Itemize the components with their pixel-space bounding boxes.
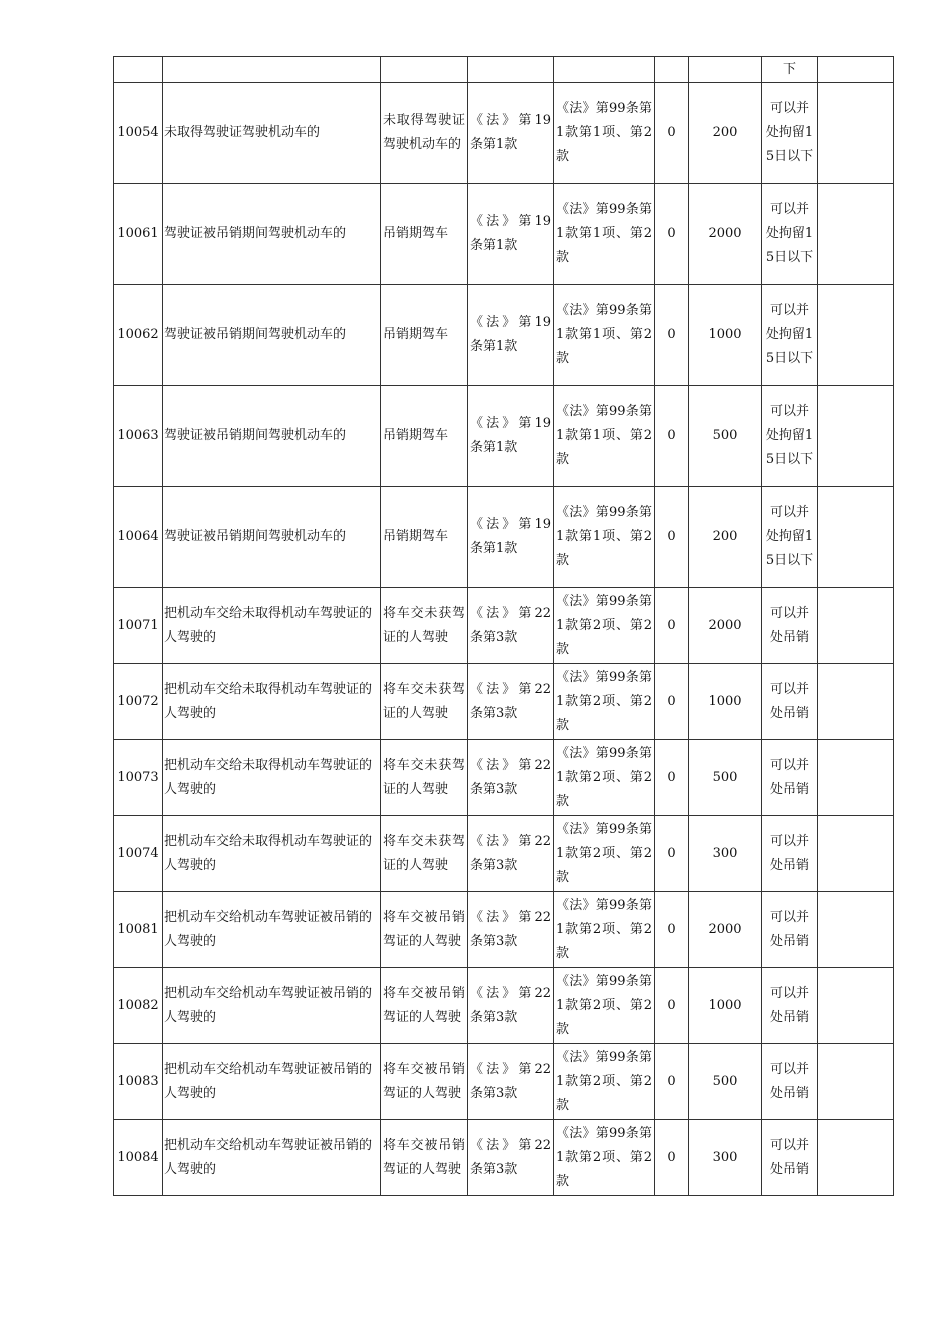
cell-legal-basis: 《法》第22条第3款 <box>468 1044 554 1120</box>
fragment-cell-points <box>655 57 689 83</box>
cell-description: 把机动车交给未取得机动车驾驶证的人驾驶的 <box>163 664 381 740</box>
cell-short-description: 将车交被吊销驾证的人驾驶 <box>381 968 468 1044</box>
table-row <box>114 740 894 816</box>
cell-other-penalty: 可以并处拘留15日以下 <box>762 83 818 184</box>
cell-legal-basis: 《法》第22条第3款 <box>468 1120 554 1196</box>
cell-penalty-basis: 《法》第99条第1款第1项、第2款 <box>554 83 655 184</box>
cell-note <box>818 892 894 968</box>
cell-legal-basis: 《法》第19条第1款 <box>468 83 554 184</box>
table-row <box>114 83 894 184</box>
cell-points: 0 <box>655 588 689 664</box>
cell-description: 把机动车交给未取得机动车驾驶证的人驾驶的 <box>163 816 381 892</box>
cell-code: 10062 <box>114 285 163 386</box>
cell-legal-basis: 《法》第22条第3款 <box>468 892 554 968</box>
table-row <box>114 968 894 1044</box>
cell-description: 驾驶证被吊销期间驾驶机动车的 <box>163 184 381 285</box>
table-row <box>114 892 894 968</box>
cell-note <box>818 664 894 740</box>
cell-points: 0 <box>655 83 689 184</box>
cell-short-description: 将车交未获驾证的人驾驶 <box>381 588 468 664</box>
cell-code: 10074 <box>114 816 163 892</box>
cell-description: 把机动车交给机动车驾驶证被吊销的人驾驶的 <box>163 968 381 1044</box>
cell-points: 0 <box>655 968 689 1044</box>
cell-short-description: 吊销期驾车 <box>381 184 468 285</box>
fragment-cell-other: 下 <box>762 57 818 83</box>
cell-note <box>818 184 894 285</box>
cell-code: 10071 <box>114 588 163 664</box>
cell-short-description: 将车交被吊销驾证的人驾驶 <box>381 1120 468 1196</box>
cell-penalty-basis: 《法》第99条第1款第2项、第2款 <box>554 740 655 816</box>
cell-points: 0 <box>655 892 689 968</box>
cell-fine: 300 <box>689 816 762 892</box>
cell-fine: 1000 <box>689 968 762 1044</box>
cell-points: 0 <box>655 487 689 588</box>
cell-code: 10072 <box>114 664 163 740</box>
cell-short-description: 将车交未获驾证的人驾驶 <box>381 664 468 740</box>
cell-note <box>818 816 894 892</box>
cell-other-penalty: 可以并处拘留15日以下 <box>762 184 818 285</box>
fragment-cell-code <box>114 57 163 83</box>
table-row <box>114 664 894 740</box>
cell-points: 0 <box>655 285 689 386</box>
cell-description: 把机动车交给机动车驾驶证被吊销的人驾驶的 <box>163 1120 381 1196</box>
cell-short-description: 将车交被吊销驾证的人驾驶 <box>381 1044 468 1120</box>
table-row <box>114 487 894 588</box>
cell-description: 把机动车交给未取得机动车驾驶证的人驾驶的 <box>163 740 381 816</box>
cell-penalty-basis: 《法》第99条第1款第2项、第2款 <box>554 968 655 1044</box>
cell-note <box>818 83 894 184</box>
table-row <box>114 285 894 386</box>
table-row <box>114 184 894 285</box>
cell-note <box>818 588 894 664</box>
cell-legal-basis: 《法》第19条第1款 <box>468 386 554 487</box>
cell-fine: 500 <box>689 740 762 816</box>
cell-penalty-basis: 《法》第99条第1款第2项、第2款 <box>554 1120 655 1196</box>
cell-legal-basis: 《法》第22条第3款 <box>468 664 554 740</box>
cell-legal-basis: 《法》第19条第1款 <box>468 285 554 386</box>
table-row <box>114 588 894 664</box>
cell-legal-basis: 《法》第22条第3款 <box>468 740 554 816</box>
cell-penalty-basis: 《法》第99条第1款第1项、第2款 <box>554 285 655 386</box>
cell-code: 10084 <box>114 1120 163 1196</box>
cell-short-description: 将车交未获驾证的人驾驶 <box>381 740 468 816</box>
cell-other-penalty: 可以并处拘留15日以下 <box>762 386 818 487</box>
cell-legal-basis: 《法》第22条第3款 <box>468 968 554 1044</box>
cell-description: 把机动车交给机动车驾驶证被吊销的人驾驶的 <box>163 1044 381 1120</box>
cell-code: 10061 <box>114 184 163 285</box>
cell-points: 0 <box>655 664 689 740</box>
cell-other-penalty: 可以并处吊销 <box>762 892 818 968</box>
cell-description: 把机动车交给未取得机动车驾驶证的人驾驶的 <box>163 588 381 664</box>
cell-fine: 2000 <box>689 892 762 968</box>
cell-penalty-basis: 《法》第99条第1款第1项、第2款 <box>554 386 655 487</box>
table-row <box>114 1044 894 1120</box>
cell-fine: 500 <box>689 1044 762 1120</box>
cell-description: 驾驶证被吊销期间驾驶机动车的 <box>163 487 381 588</box>
cell-short-description: 将车交被吊销驾证的人驾驶 <box>381 892 468 968</box>
cell-penalty-basis: 《法》第99条第1款第2项、第2款 <box>554 1044 655 1120</box>
cell-note <box>818 1120 894 1196</box>
cell-short-description: 未取得驾驶证驾驶机动车的 <box>381 83 468 184</box>
cell-short-description: 吊销期驾车 <box>381 285 468 386</box>
cell-note <box>818 968 894 1044</box>
cell-fine: 300 <box>689 1120 762 1196</box>
cell-code: 10064 <box>114 487 163 588</box>
cell-points: 0 <box>655 740 689 816</box>
fragment-cell-fine <box>689 57 762 83</box>
cell-other-penalty: 可以并处吊销 <box>762 968 818 1044</box>
cell-fine: 1000 <box>689 285 762 386</box>
cell-penalty-basis: 《法》第99条第1款第2项、第2款 <box>554 664 655 740</box>
cell-points: 0 <box>655 1120 689 1196</box>
cell-fine: 500 <box>689 386 762 487</box>
cell-other-penalty: 可以并处拘留15日以下 <box>762 487 818 588</box>
cell-other-penalty: 可以并处吊销 <box>762 816 818 892</box>
cell-points: 0 <box>655 816 689 892</box>
fragment-cell-short <box>381 57 468 83</box>
cell-legal-basis: 《法》第19条第1款 <box>468 184 554 285</box>
cell-description: 驾驶证被吊销期间驾驶机动车的 <box>163 285 381 386</box>
cell-code: 10054 <box>114 83 163 184</box>
cell-code: 10073 <box>114 740 163 816</box>
cell-legal-basis: 《法》第19条第1款 <box>468 487 554 588</box>
cell-points: 0 <box>655 184 689 285</box>
cell-note <box>818 386 894 487</box>
cell-description: 把机动车交给机动车驾驶证被吊销的人驾驶的 <box>163 892 381 968</box>
cell-penalty-basis: 《法》第99条第1款第2项、第2款 <box>554 588 655 664</box>
cell-legal-basis: 《法》第22条第3款 <box>468 588 554 664</box>
cell-other-penalty: 可以并处吊销 <box>762 664 818 740</box>
cell-other-penalty: 可以并处吊销 <box>762 588 818 664</box>
fragment-cell-description <box>163 57 381 83</box>
cell-other-penalty: 可以并处吊销 <box>762 740 818 816</box>
cell-other-penalty: 可以并处吊销 <box>762 1120 818 1196</box>
cell-penalty-basis: 《法》第99条第1款第2项、第2款 <box>554 816 655 892</box>
cell-penalty-basis: 《法》第99条第1款第1项、第2款 <box>554 184 655 285</box>
fragment-cell-note <box>818 57 894 83</box>
cell-code: 10082 <box>114 968 163 1044</box>
table-row <box>114 1120 894 1196</box>
violation-code-table <box>113 56 894 1196</box>
cell-fine: 200 <box>689 83 762 184</box>
cell-description: 未取得驾驶证驾驶机动车的 <box>163 83 381 184</box>
cell-fine: 200 <box>689 487 762 588</box>
cell-code: 10063 <box>114 386 163 487</box>
cell-fine: 2000 <box>689 184 762 285</box>
cell-other-penalty: 可以并处吊销 <box>762 1044 818 1120</box>
cell-note <box>818 285 894 386</box>
cell-note <box>818 1044 894 1120</box>
cell-fine: 2000 <box>689 588 762 664</box>
table-row-fragment <box>114 57 894 83</box>
cell-penalty-basis: 《法》第99条第1款第2项、第2款 <box>554 892 655 968</box>
cell-fine: 1000 <box>689 664 762 740</box>
cell-legal-basis: 《法》第22条第3款 <box>468 816 554 892</box>
cell-penalty-basis: 《法》第99条第1款第1项、第2款 <box>554 487 655 588</box>
cell-points: 0 <box>655 386 689 487</box>
cell-code: 10083 <box>114 1044 163 1120</box>
cell-note <box>818 487 894 588</box>
fragment-cell-penalty-basis <box>554 57 655 83</box>
cell-short-description: 吊销期驾车 <box>381 386 468 487</box>
table-row <box>114 386 894 487</box>
table-row <box>114 816 894 892</box>
cell-note <box>818 740 894 816</box>
cell-points: 0 <box>655 1044 689 1120</box>
cell-short-description: 吊销期驾车 <box>381 487 468 588</box>
fragment-cell-basis <box>468 57 554 83</box>
cell-code: 10081 <box>114 892 163 968</box>
cell-description: 驾驶证被吊销期间驾驶机动车的 <box>163 386 381 487</box>
cell-short-description: 将车交未获驾证的人驾驶 <box>381 816 468 892</box>
cell-other-penalty: 可以并处拘留15日以下 <box>762 285 818 386</box>
